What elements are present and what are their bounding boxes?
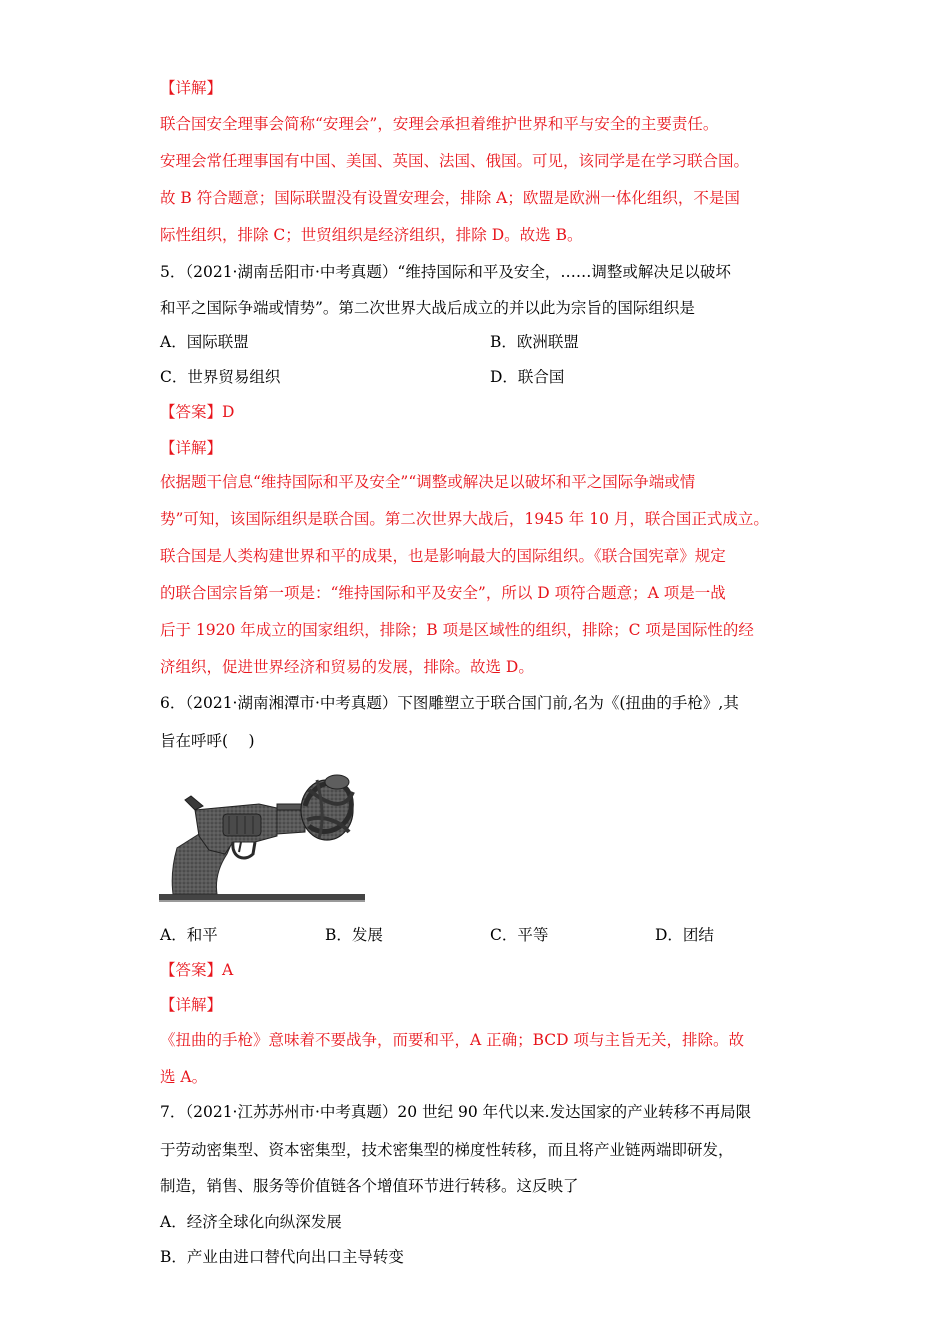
question-5-stem: 和平之国际争端或情势”。第二次世界大战后成立的并以此为宗旨的国际组织是: [160, 299, 695, 317]
q6-option-d: D．团结: [655, 926, 714, 944]
answer-value: A: [222, 961, 234, 979]
explanation-line: 济组织，促进世界经济和贸易的发展，排除。故选 D。: [160, 658, 534, 676]
question-7-stem: 于劳动密集型、资本密集型，技术密集型的梯度性转移，而且将产业链两端即研发，: [160, 1141, 734, 1159]
question-7-stem: 制造，销售、服务等价值链各个增值环节进行转移。这反映了: [160, 1177, 579, 1195]
explanation-line: 依据题干信息“维持国际和平及安全”“调整或解决足以破坏和平之国际争端或情: [160, 473, 696, 491]
q5-option-a: A．国际联盟: [160, 333, 249, 351]
explanation-line: 际性组织，排除 C；世贸组织是经济组织，排除 D。故选 B。: [160, 226, 583, 244]
explanation-line: 安理会常任理事国有中国、美国、英国、法国、俄国。可见，该同学是在学习联合国。: [160, 152, 750, 170]
explanation-line: 联合国安全理事会简称“安理会”，安理会承担着维护世界和平与安全的主要责任。: [160, 115, 719, 133]
q7-option-b: B．产业由进口替代向出口主导转变: [160, 1248, 404, 1266]
detail-tag: 【详解】: [160, 439, 223, 457]
q6-answer: [160, 960, 233, 980]
explanation-line: 的联合国宗旨第一项是：“维持国际和平及安全”，所以 D 项符合题意；A 项是一战: [160, 584, 726, 602]
q5-option-b: B．欧洲联盟: [490, 333, 579, 351]
answer-tag: 【答案】: [160, 961, 223, 979]
q5-answer: [160, 402, 234, 422]
question-6-stem: 旨在呼呼( ): [160, 732, 255, 750]
detail-tag: 【详解】: [160, 996, 223, 1014]
knotted-gun-sculpture-icon: [159, 770, 365, 904]
explanation-line: 后于 1920 年成立的国家组织，排除；B 项是区域性的组织，排除；C 项是国际性的经: [160, 621, 754, 639]
explanation-line: 选 A。: [160, 1068, 208, 1086]
q5-option-c: C．世界贸易组织: [160, 368, 281, 386]
explanation-line: 《扭曲的手枪》意味着不要战争，而要和平，A 正确；BCD 项与主旨无关，排除。故: [160, 1031, 745, 1049]
q5-option-d: D．联合国: [490, 368, 565, 386]
question-5-stem: 5．（2021·湖南岳阳市·中考真题）“维持国际和平及安全，……调整或解决足以破坏: [160, 263, 731, 281]
q6-option-b: B．发展: [325, 926, 383, 944]
question-7-stem: 7．（2021·江苏苏州市·中考真题）20 世纪 90 年代以来.发达国家的产业转移不再局限: [160, 1103, 752, 1121]
answer-value: D: [222, 403, 235, 421]
explanation-line: 联合国是人类构建世界和平的成果，也是影响最大的国际组织。《联合国宪章》规定: [160, 547, 726, 565]
q7-option-a: A．经济全球化向纵深发展: [160, 1213, 342, 1231]
detail-tag: 【详解】: [160, 79, 223, 97]
explanation-line: 势”可知，该国际组织是联合国。第二次世界大战后，1945 年 10 月，联合国正式成立。: [160, 510, 769, 528]
question-6-stem: 6．（2021·湖南湘潭市·中考真题）下图雕塑立于联合国门前,名为《(扭曲的手枪》,其: [160, 694, 739, 712]
q6-option-c: C．平等: [490, 926, 549, 944]
answer-tag: 【答案】: [160, 403, 223, 421]
explanation-line: 故 B 符合题意；国际联盟没有设置安理会，排除 A；欧盟是欧洲一体化组织，不是国: [160, 189, 740, 207]
q6-option-a: A．和平: [160, 926, 218, 944]
